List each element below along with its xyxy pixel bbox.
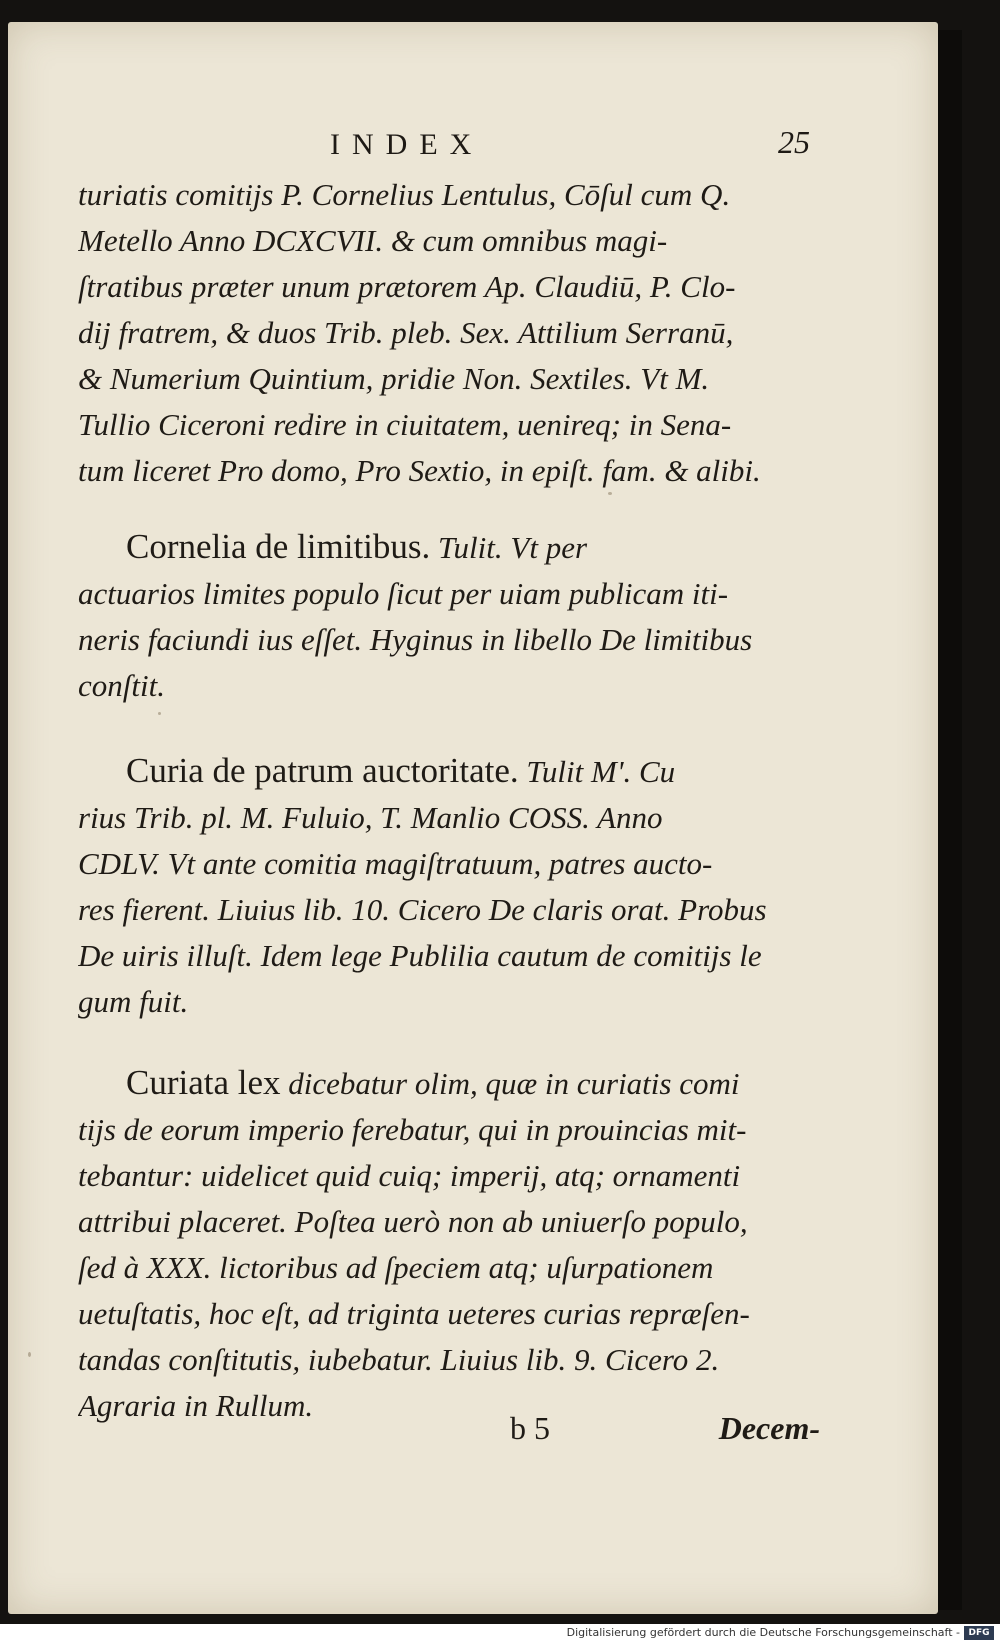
page-number: 25: [778, 124, 810, 160]
paper-speck: [28, 1352, 31, 1357]
entry-text: Tulit. Vt per: [438, 530, 588, 565]
text-line: Metello Anno DCXCVII. & cum omnibus magi-: [78, 223, 668, 258]
entry-curiata-lex: [78, 1060, 818, 1429]
text-line: gum fuit.: [78, 984, 189, 1019]
entry-continuation: [78, 172, 818, 494]
entry-heading: Curia de patrum auctoritate.: [126, 751, 519, 790]
text-line: res fierent. Liuius lib. 10. Cicero De claris orat. Probus: [78, 892, 767, 927]
text-line: De uiris illuſt. Idem lege Publilia cautum de comitijs le: [78, 938, 762, 973]
text-line: & Numerium Quintium, pridie Non. Sextiles. Vt M.: [78, 361, 710, 396]
catchline: [510, 1410, 820, 1454]
text-line: actuarios limites populo ſicut per uiam publicam iti-: [78, 576, 729, 611]
text-line: uetuſtatis, hoc eſt, ad triginta ueteres curias repræſen-: [78, 1296, 750, 1331]
entry-heading: Curiata lex: [126, 1063, 281, 1102]
page-edge-shadow: [938, 30, 962, 1610]
footer-bar: [0, 1624, 1000, 1644]
text-line: tebantur: uidelicet quid cuiq; imperij, atq; ornamenti: [78, 1158, 741, 1193]
text-line: dij fratrem, & duos Trib. pleb. Sex. Attilium Serranū,: [78, 315, 734, 350]
text-line: attribui placeret. Poſtea uerò non ab uniuerſo populo,: [78, 1204, 748, 1239]
text-line: Tullio Ciceroni redire in ciuitatem, uenireq; in Sena-: [78, 407, 732, 442]
text-line: rius Trib. pl. M. Fuluio, T. Manlio COSS. Anno: [78, 800, 663, 835]
entry-text: Tulit M'. Cu: [526, 754, 676, 789]
text-line: CDLV. Vt ante comitia magiſtratuum, patres aucto-: [78, 846, 713, 881]
text-line: neris faciundi ius eſſet. Hyginus in libello De limitibus: [78, 622, 753, 657]
catchword: Decem-: [718, 1410, 820, 1446]
running-title: INDEX: [330, 128, 484, 161]
text-line: tijs de eorum imperio ferebatur, qui in prouincias mit-: [78, 1112, 747, 1147]
entry-cornelia: [78, 524, 818, 709]
entry-heading: Cornelia de limitibus.: [126, 527, 431, 566]
paper-speck: [158, 712, 161, 715]
entry-first-line: [78, 748, 818, 795]
page-header: [330, 124, 810, 168]
funding-notice: Digitalisierung gefördert durch die Deutsche Forschungsgemeinschaft -: [566, 1626, 960, 1639]
entry-curia: [78, 748, 818, 1025]
signature-mark: b 5: [510, 1410, 550, 1446]
text-line: tandas conſtitutis, iubebatur. Liuius lib. 9. Cicero 2.: [78, 1342, 720, 1377]
entry-text: dicebatur olim, quæ in curiatis comi: [288, 1066, 740, 1101]
text-line: conſtit.: [78, 668, 165, 703]
text-line: turiatis comitijs P. Cornelius Lentulus, Cōſul cum Q.: [78, 177, 731, 212]
text-line: tum liceret Pro domo, Pro Sextio, in epiſt. fam. & alibi.: [78, 453, 761, 488]
text-line: ſtratibus præter unum prætorem Ap. Claudiū, P. Clo-: [78, 269, 736, 304]
entry-first-line: [78, 524, 818, 571]
dfg-logo: DFG: [964, 1626, 994, 1640]
text-line: ſed à XXX. lictoribus ad ſpeciem atq; uſurpationem: [78, 1250, 714, 1285]
entry-first-line: [78, 1060, 818, 1107]
text-line: Agraria in Rullum.: [78, 1388, 314, 1423]
